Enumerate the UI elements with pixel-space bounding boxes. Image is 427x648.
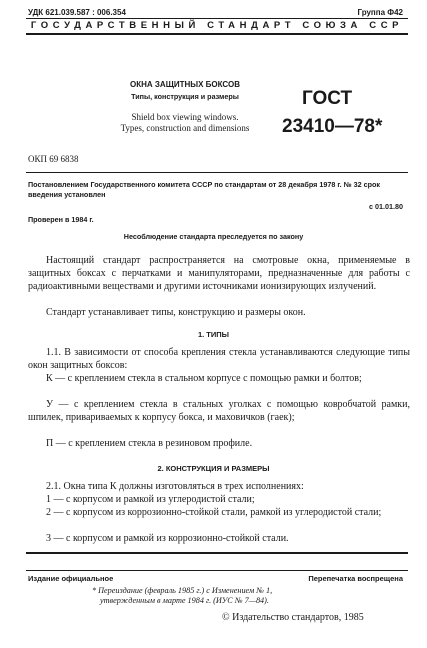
subtitle-ru: Типы, конструкция и размеры — [131, 92, 239, 101]
section-1-heading: 1. ТИПЫ — [197, 330, 230, 339]
title-en-line2: Types, construction and dimensions — [120, 123, 250, 133]
standard-line: ГОСУДАРСТВЕННЫЙ СТАНДАРТ СОЮЗА ССР — [30, 20, 404, 31]
top-rule — [26, 18, 408, 19]
gost-number: 23410—78* — [282, 116, 383, 137]
checked-note: Проверен в 1984 г. — [28, 215, 94, 224]
footer-rule-top — [26, 552, 408, 554]
header-rule — [26, 33, 408, 35]
okp-code: ОКП 69 6838 — [28, 154, 79, 164]
variant-2: 2 — с корпусом из коррозионно-стойкой стали, рамкой из углеродистой стали; — [46, 507, 382, 518]
section-1-para: 1.1. В зависимости от способа крепления стекла устанавливаются следующие типы окон защитных боксов: — [28, 347, 410, 371]
gost-label: ГОСТ — [302, 88, 353, 109]
reissue-note-line1: * Переиздание (февраль 1985 г.) с Изменением № 1, — [92, 586, 273, 595]
variant-3: 3 — с корпусом и рамкой из коррозионно-стойкой стали. — [46, 533, 289, 544]
intro-paragraph-2: Стандарт устанавливает типы, конструкцию и размеры окон. — [46, 307, 306, 318]
reprint-prohibited: Перепечатка воспрещена — [308, 574, 403, 583]
type-p: П — с креплением стекла в резиновом профиле. — [46, 438, 253, 449]
intro-paragraph-1: Настоящий стандарт распространяется на смотровые окна, применяемые в защитных боксах с перчатками и манипуляторами, предназначенные для работы с радиоактивными веществами и другими источниками ионизирующих излучений. — [28, 255, 410, 292]
group-code: Группа Ф42 — [357, 8, 403, 17]
title-en-line1: Shield box viewing windows. — [131, 112, 239, 122]
title-en — [100, 112, 270, 134]
reissue-note — [92, 586, 272, 606]
title-ru: ОКНА ЗАЩИТНЫХ БОКСОВ — [130, 80, 240, 89]
reissue-note-line2: утвержденным в марте 1984 г. (ИУС № 7—84). — [100, 596, 269, 605]
okp-rule — [26, 172, 408, 173]
section-2-heading: 2. КОНСТРУКЦИЯ И РАЗМЕРЫ — [157, 464, 270, 473]
copyright: © Издательство стандартов, 1985 — [222, 612, 364, 623]
footer-rule — [26, 570, 408, 571]
udk-code: УДК 621.039.587 : 006.354 — [28, 8, 126, 17]
infringement-note: Несоблюдение стандарта преследуется по закону — [123, 232, 304, 241]
type-k: К — с креплением стекла в стальном корпусе с помощью рамки и болтов; — [46, 373, 362, 384]
section-2-para: 2.1. Окна типа К должны изготовляться в трех исполнениях: — [46, 481, 304, 492]
since-date: с 01.01.80 — [369, 202, 403, 211]
decree-text: Постановлением Государственного комитета СССР по стандартам от 28 декабря 1978 г. № 32 срок введения установлен — [28, 180, 380, 199]
variant-1: 1 — с корпусом и рамкой из углеродистой стали; — [46, 494, 255, 505]
official-edition: Издание официальное — [28, 574, 114, 583]
type-u: У — с креплением стекла в стальных уголках с помощью ковробчатой рамки, шпилек, привариваемых к корпусу бокса, и маховичков (гаек); — [28, 399, 410, 423]
